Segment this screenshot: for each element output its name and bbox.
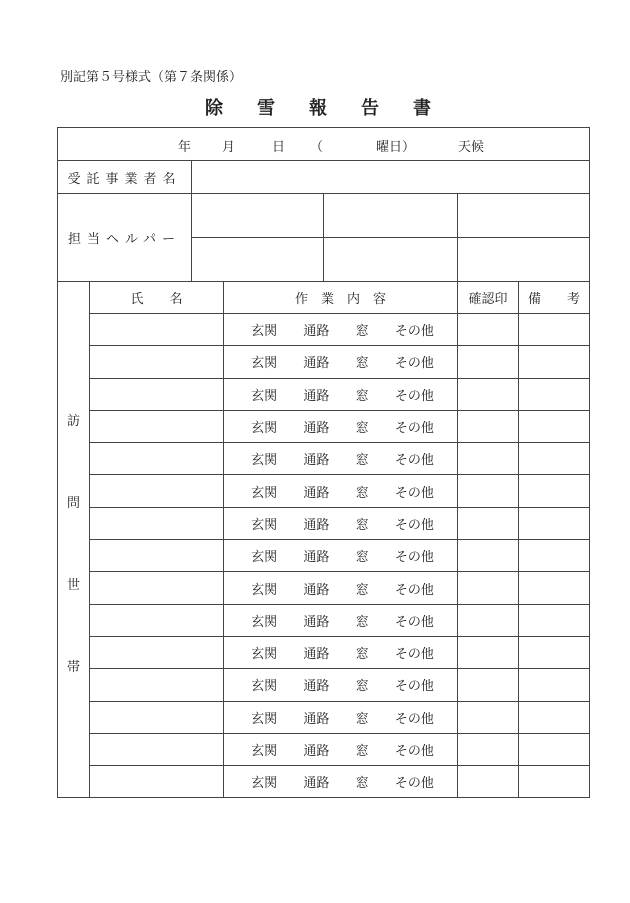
work-option[interactable]: 玄関 <box>251 744 278 759</box>
table-row <box>58 314 590 346</box>
remarks-field[interactable] <box>519 475 590 507</box>
seal-field[interactable] <box>458 636 519 668</box>
work-option[interactable]: 窓 <box>355 324 369 340</box>
work-option[interactable]: 窓 <box>355 517 369 533</box>
table-row <box>58 669 590 701</box>
visit-label-char: 世 <box>66 577 80 593</box>
remarks-field[interactable] <box>519 346 590 378</box>
visit-label-char: 問 <box>66 495 80 511</box>
name-field[interactable] <box>90 378 224 410</box>
header-seal: 確認印 <box>458 282 519 314</box>
table-row <box>58 701 590 733</box>
name-field[interactable] <box>90 410 224 442</box>
work-option[interactable]: その他 <box>394 776 434 792</box>
work-option[interactable]: その他 <box>394 388 434 404</box>
seal-field[interactable] <box>458 410 519 442</box>
month-label: 月 <box>222 140 236 155</box>
work-option[interactable]: 通路 <box>303 711 330 727</box>
work-option[interactable]: 玄関 <box>251 356 278 372</box>
contractor-label: 受託事業者名 <box>58 161 192 194</box>
header-remarks: 備 考 <box>519 282 590 314</box>
table-row <box>58 475 590 507</box>
work-option[interactable]: 玄関 <box>251 421 278 437</box>
work-option[interactable]: 通路 <box>303 679 330 695</box>
work-option[interactable]: 玄関 <box>251 647 278 663</box>
work-options[interactable] <box>224 378 458 410</box>
work-option[interactable]: 玄関 <box>251 679 278 695</box>
work-option[interactable]: 玄関 <box>251 517 278 533</box>
remarks-field[interactable] <box>519 410 590 442</box>
work-option[interactable]: 玄関 <box>251 453 278 469</box>
seal-field[interactable] <box>458 604 519 636</box>
work-options[interactable] <box>224 636 458 668</box>
work-option[interactable]: 窓 <box>355 711 369 727</box>
work-option[interactable]: その他 <box>394 485 434 501</box>
name-field[interactable] <box>90 540 224 572</box>
paren-open: （ <box>310 140 324 155</box>
remarks-field[interactable] <box>519 314 590 346</box>
table-row <box>58 346 590 378</box>
seal-field[interactable] <box>458 346 519 378</box>
work-option[interactable]: 窓 <box>355 614 369 630</box>
name-field[interactable] <box>90 507 224 539</box>
work-option[interactable]: 窓 <box>355 421 369 437</box>
work-option[interactable]: 窓 <box>355 744 369 759</box>
work-option[interactable]: 玄関 <box>251 388 278 404</box>
work-option[interactable]: 通路 <box>303 550 330 566</box>
work-option[interactable]: その他 <box>394 324 434 340</box>
seal-field[interactable] <box>458 733 519 765</box>
work-option[interactable]: 窓 <box>355 453 369 469</box>
helper-field-1[interactable] <box>192 194 324 238</box>
work-option[interactable]: その他 <box>394 647 434 663</box>
remarks-field[interactable] <box>519 636 590 668</box>
table-row <box>58 378 590 410</box>
work-option[interactable]: 窓 <box>355 485 369 501</box>
work-option[interactable]: 玄関 <box>251 776 278 792</box>
header-work: 作 業 内 容 <box>224 282 458 314</box>
work-option[interactable]: 玄関 <box>251 582 278 598</box>
table-row <box>58 410 590 442</box>
work-option[interactable]: その他 <box>394 453 434 469</box>
work-options[interactable] <box>224 604 458 636</box>
work-option[interactable]: その他 <box>394 744 434 759</box>
work-option[interactable]: 玄関 <box>251 711 278 727</box>
helper-field-4[interactable] <box>192 238 324 282</box>
name-field[interactable] <box>90 572 224 604</box>
work-options[interactable] <box>224 669 458 701</box>
work-option[interactable]: 通路 <box>303 517 330 533</box>
seal-field[interactable] <box>458 669 519 701</box>
table-row <box>58 540 590 572</box>
table-row <box>58 636 590 668</box>
work-option[interactable]: 玄関 <box>251 550 278 566</box>
work-option[interactable]: 通路 <box>303 485 330 501</box>
helper-field-2[interactable] <box>324 194 458 238</box>
helper-field-5[interactable] <box>324 238 458 282</box>
name-field[interactable] <box>90 766 224 798</box>
work-option[interactable]: その他 <box>394 550 434 566</box>
name-field[interactable] <box>90 733 224 765</box>
name-field[interactable] <box>90 443 224 475</box>
table-row <box>58 766 590 798</box>
work-option[interactable]: その他 <box>394 711 434 727</box>
work-option[interactable]: 通路 <box>303 582 330 598</box>
remarks-field[interactable] <box>519 572 590 604</box>
name-field[interactable] <box>90 701 224 733</box>
work-options[interactable] <box>224 733 458 765</box>
name-field[interactable] <box>90 475 224 507</box>
remarks-field[interactable] <box>519 378 590 410</box>
work-option[interactable]: 窓 <box>355 647 369 663</box>
seal-field[interactable] <box>458 701 519 733</box>
work-option[interactable]: その他 <box>394 356 434 372</box>
work-option[interactable]: その他 <box>394 614 434 630</box>
remarks-field[interactable] <box>519 443 590 475</box>
work-option[interactable]: 窓 <box>355 776 369 792</box>
work-option[interactable]: その他 <box>394 517 434 533</box>
work-options[interactable] <box>224 346 458 378</box>
work-options[interactable] <box>224 701 458 733</box>
remarks-field[interactable] <box>519 701 590 733</box>
name-field[interactable] <box>90 669 224 701</box>
remarks-field[interactable] <box>519 669 590 701</box>
remarks-field[interactable] <box>519 733 590 765</box>
day-label: 日 <box>272 140 286 155</box>
seal-field[interactable] <box>458 540 519 572</box>
table-row <box>58 604 590 636</box>
seal-field[interactable] <box>458 475 519 507</box>
work-options[interactable] <box>224 572 458 604</box>
document-title: 除雪報告書 <box>205 98 465 119</box>
work-option[interactable]: 通路 <box>303 776 330 792</box>
work-option[interactable]: 窓 <box>355 582 369 598</box>
name-field[interactable] <box>90 636 224 668</box>
seal-field[interactable] <box>458 378 519 410</box>
remarks-field[interactable] <box>519 540 590 572</box>
work-option[interactable]: その他 <box>394 679 434 695</box>
seal-field[interactable] <box>458 443 519 475</box>
work-option[interactable]: 玄関 <box>251 324 278 340</box>
year-label: 年 <box>178 140 192 155</box>
seal-field[interactable] <box>458 314 519 346</box>
work-option[interactable]: 窓 <box>355 679 369 695</box>
date-weather-row[interactable] <box>58 128 590 161</box>
work-option[interactable]: 通路 <box>303 744 330 759</box>
work-option[interactable]: 通路 <box>303 647 330 663</box>
contractor-field[interactable] <box>192 161 590 194</box>
remarks-field[interactable] <box>519 507 590 539</box>
seal-field[interactable] <box>458 766 519 798</box>
helper-label: 担当ヘルパー <box>58 194 192 282</box>
visit-label-char: 訪 <box>66 413 80 429</box>
work-options[interactable] <box>224 766 458 798</box>
helper-field-3[interactable] <box>458 194 590 238</box>
work-option[interactable]: 玄関 <box>251 614 278 630</box>
name-field[interactable] <box>90 346 224 378</box>
work-options[interactable] <box>224 540 458 572</box>
work-option[interactable]: 窓 <box>355 550 369 566</box>
work-option[interactable]: 通路 <box>303 453 330 469</box>
work-options[interactable] <box>224 314 458 346</box>
work-option[interactable]: 窓 <box>355 388 369 404</box>
seal-field[interactable] <box>458 572 519 604</box>
seal-field[interactable] <box>458 507 519 539</box>
name-field[interactable] <box>90 604 224 636</box>
work-option[interactable]: 窓 <box>355 356 369 372</box>
table-row <box>58 507 590 539</box>
remarks-field[interactable] <box>519 604 590 636</box>
work-options[interactable] <box>224 507 458 539</box>
visit-household-label <box>58 282 90 798</box>
work-option[interactable]: 通路 <box>303 388 330 404</box>
helper-field-6[interactable] <box>458 238 590 282</box>
form-number: 別記第５号様式（第７条関係） <box>60 70 243 85</box>
remarks-field[interactable] <box>519 766 590 798</box>
work-option[interactable]: 通路 <box>303 324 330 340</box>
weekday-label: 曜日） <box>376 140 416 155</box>
work-options[interactable] <box>224 410 458 442</box>
work-option[interactable]: その他 <box>394 582 434 598</box>
work-option[interactable]: 通路 <box>303 421 330 437</box>
work-option[interactable]: 通路 <box>303 614 330 630</box>
work-options[interactable] <box>224 443 458 475</box>
work-option[interactable]: 通路 <box>303 356 330 372</box>
table-row <box>58 443 590 475</box>
work-option[interactable]: その他 <box>394 421 434 437</box>
weather-label: 天候 <box>458 140 485 155</box>
report-table <box>57 127 590 798</box>
table-row <box>58 733 590 765</box>
work-options[interactable] <box>224 475 458 507</box>
work-option[interactable]: 玄関 <box>251 485 278 501</box>
table-row <box>58 572 590 604</box>
name-field[interactable] <box>90 314 224 346</box>
visit-label-char: 帯 <box>66 659 80 675</box>
header-name: 氏 名 <box>90 282 224 314</box>
